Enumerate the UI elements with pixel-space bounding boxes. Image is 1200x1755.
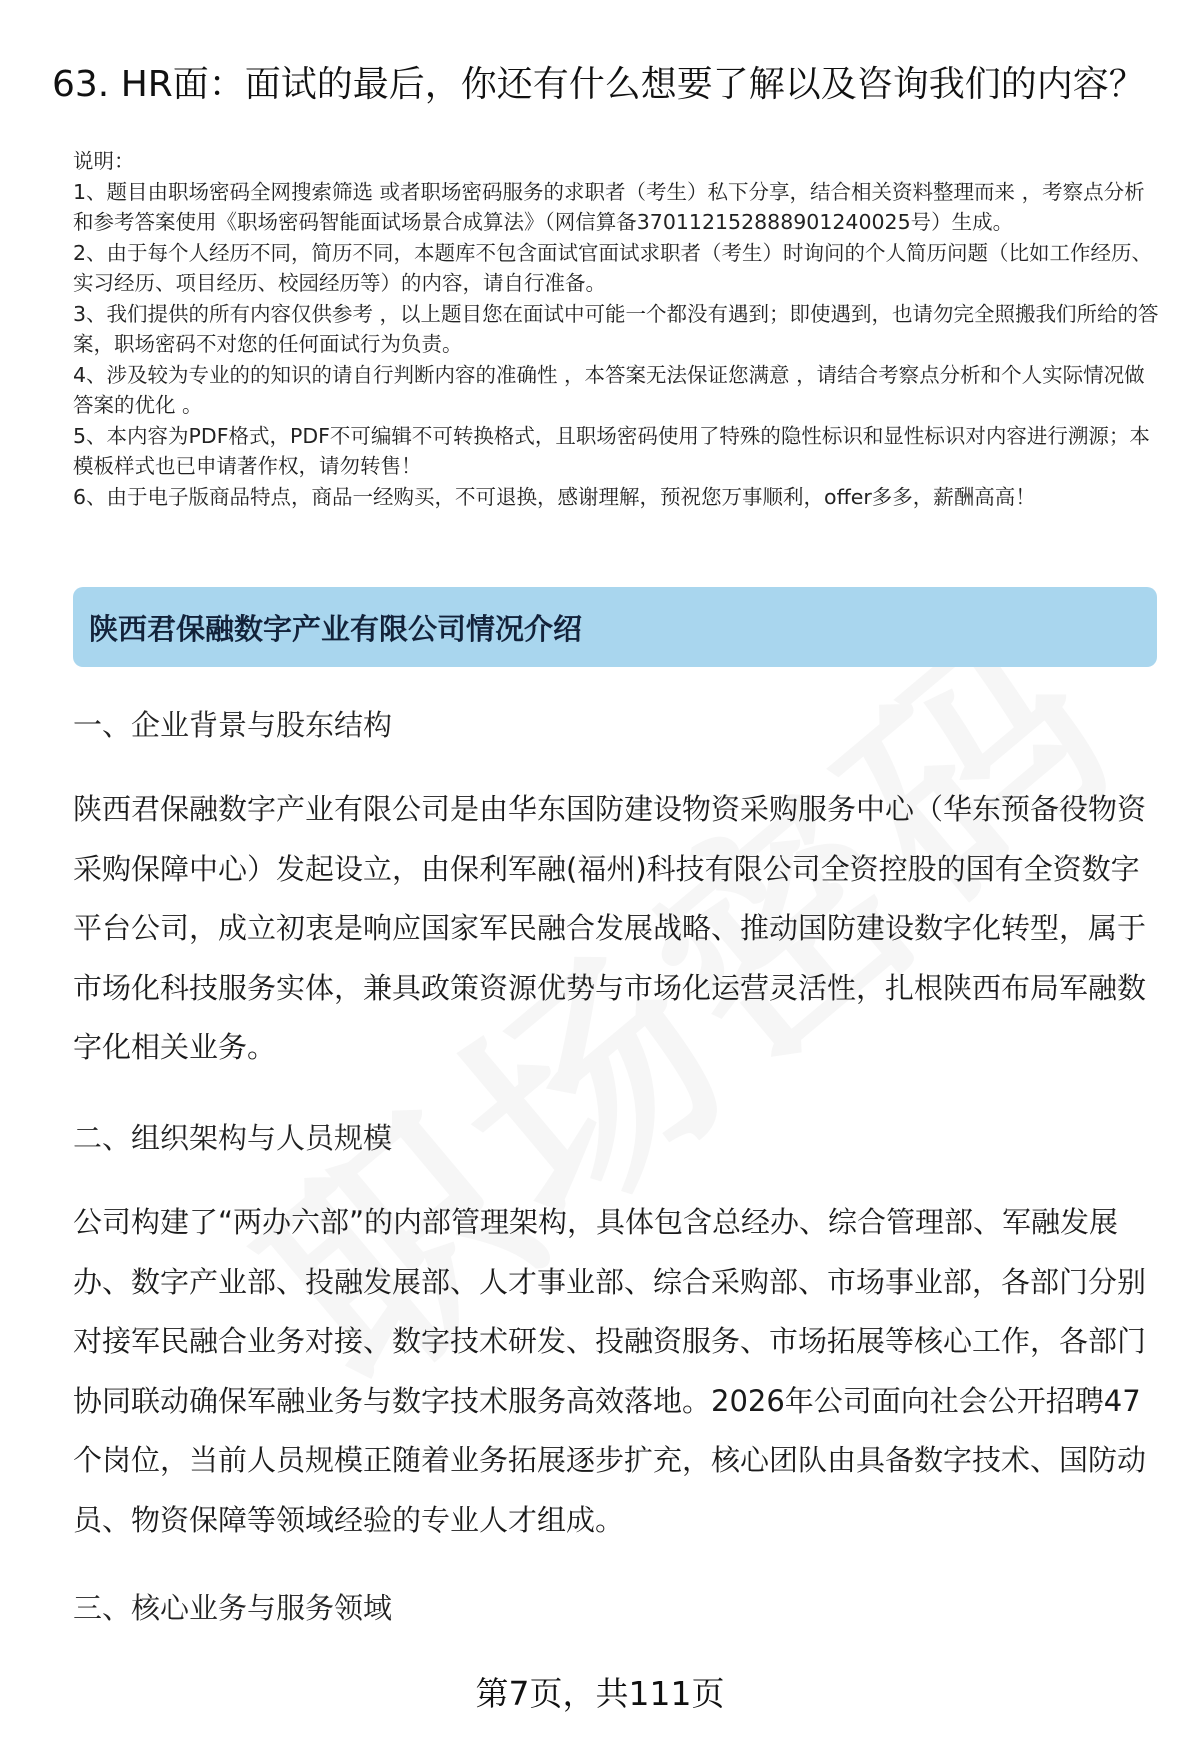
section-header-banner: [73, 587, 1157, 667]
notes-block: [73, 146, 1163, 512]
paragraph-background: 陕西君保融数字产业有限公司是由华东国防建设物资采购服务中心（华东预备役物资采购保障中心）发起设立，由保利军融(福州)科技有限公司全资控股的国有全资数字平台公司，成立初衷是响应国家军民融合发展战略、推动国防建设数字化转型，属于市场化科技服务实体，兼具政策资源优势与市场化运营灵活性，扎根陕西布局军融数字化相关业务。: [73, 792, 1147, 1064]
note-item: 1、题目由职场密码全网搜索筛选 或者职场密码服务的求职者（考生）私下分享，结合相关资料整理而来 ，考察点分析和参考答案使用《职场密码智能面试场景合成算法》（网信算备370112152888901240025号）生成。: [73, 179, 1145, 234]
note-item: 2、由于每个人经历不同，简历不同，本题库不包含面试官面试求职者（考生）时询问的个人简历问题（比如工作经历、实习经历、项目经历、校园经历等）的内容，请自行准备。: [73, 240, 1153, 295]
page-number: 第7页，共111页: [475, 1674, 725, 1713]
note-item: 4、涉及较为专业的的知识的请自行判断内容的准确性 ，本答案无法保证您满意 ，请结合考察点分析和个人实际情况做答案的优化 。: [73, 362, 1145, 417]
note-item: 6、由于电子版商品特点，商品一经购买，不可退换，感谢理解，预祝您万事顺利，offer多多，薪酬高高！: [73, 484, 1036, 509]
section-title: 陕西君保融数字产业有限公司情况介绍: [89, 611, 583, 646]
subheading-core-business: 三、核心业务与服务领域: [73, 1591, 393, 1625]
paragraph-organization: 公司构建了“两办六部”的内部管理架构，具体包含总经办、综合管理部、军融发展办、数字产业部、投融发展部、人才事业部、综合采购部、市场事业部，各部门分别对接军民融合业务对接、数字技术研发、投融资服务、市场拓展等核心工作，各部门协同联动确保军融业务与数字技术服务高效落地。2026年公司面向社会公开招聘47个岗位，当前人员规模正随着业务拓展逐步扩充，核心团队由具备数字技术、国防动员、物资保障等领域经验的专业人才组成。: [73, 1205, 1147, 1537]
subheading-background: 一、企业背景与股东结构: [73, 708, 393, 742]
question-title: 63. HR面：面试的最后，你还有什么想要了解以及咨询我们的内容？: [52, 64, 1145, 105]
note-item: 5、本内容为PDF格式，PDF不可编辑不可转换格式，且职场密码使用了特殊的隐性标识和显性标识对内容进行溯源；本模板样式也已申请著作权，请勿转售！: [73, 423, 1150, 478]
notes-heading: 说明：: [73, 149, 135, 173]
subheading-organization: 二、组织架构与人员规模: [73, 1121, 393, 1155]
note-item: 3、我们提供的所有内容仅供参考 ，以上题目您在面试中可能一个都没有遇到；即使遇到，也请勿完全照搬我们所给的答案，职场密码不对您的任何面试行为负责。: [73, 301, 1159, 356]
